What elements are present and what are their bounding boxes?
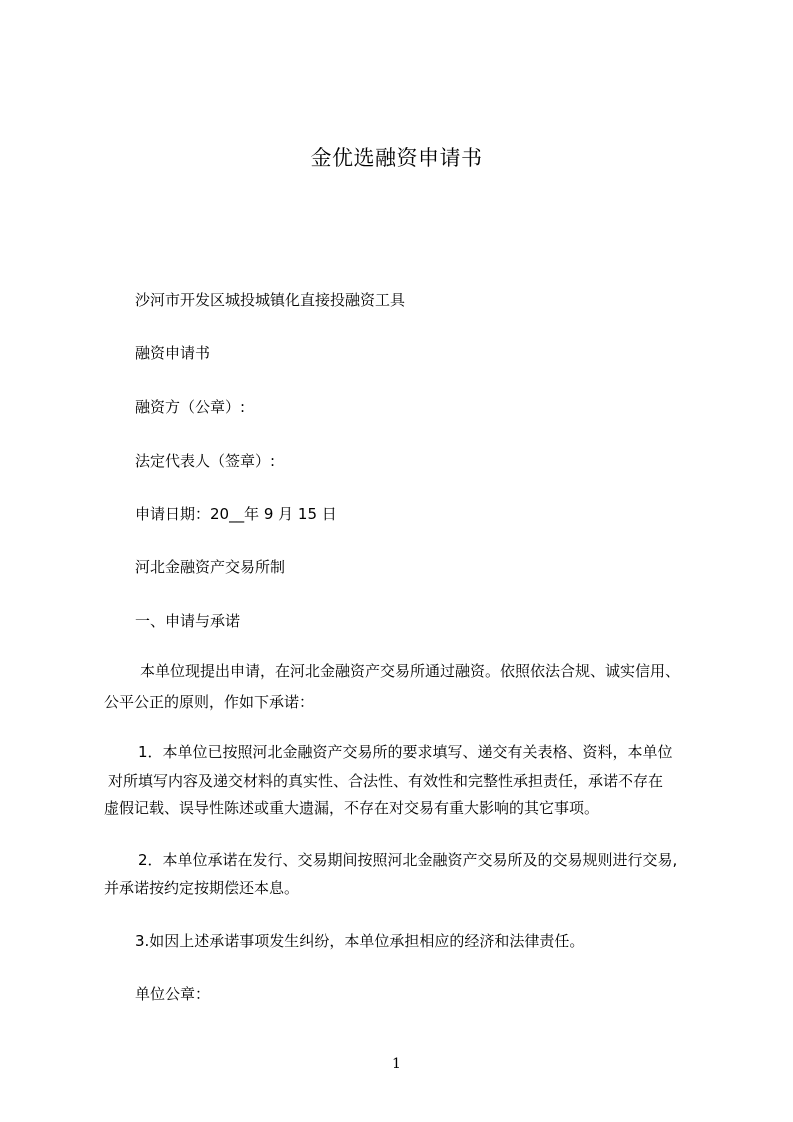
section-heading: 一、申请与承诺	[135, 612, 241, 630]
document-title: 金优选融资申请书	[310, 146, 483, 170]
item-1-line-1: 1．本单位已按照河北金融资产交易所的要求填写、递交有关表格、资料，本单位	[138, 743, 673, 761]
project-name: 沙河市开发区城投城镇化直接投融资工具	[135, 291, 406, 309]
issuer-note: 河北金融资产交易所制	[135, 558, 286, 576]
legal-representative-label: 法定代表人（签章）:	[135, 452, 276, 470]
item-3: 3.如因上述承诺事项发生纠纷，本单位承担相应的经济和法律责任。	[135, 932, 585, 950]
financing-party-label: 融资方（公章）:	[135, 398, 246, 416]
application-date: 申请日期：20__年 9 月 15 日	[135, 505, 337, 523]
document-subtitle: 融资申请书	[135, 344, 211, 362]
intro-line-2: 公平公正的原则，作如下承诺：	[104, 693, 315, 711]
item-2-line-2: 并承诺按约定按期偿还本息。	[104, 879, 300, 897]
seal-label: 单位公章：	[135, 985, 211, 1003]
intro-line-1: 本单位现提出申请，在河北金融资产交易所通过融资。依照依法合规、诚实信用、	[140, 662, 681, 680]
page-number: 1	[392, 1056, 401, 1072]
item-1-line-3: 虚假记载、误导性陈述或重大遗漏，不存在对交易有重大影响的其它事项。	[104, 799, 600, 817]
item-1-line-2: 对所填写内容及递交材料的真实性、合法性、有效性和完整性承担责任，承诺不存在	[108, 772, 664, 790]
item-2-line-1: 2．本单位承诺在发行、交易期间按照河北金融资产交易所及的交易规则进行交易,	[138, 851, 678, 869]
